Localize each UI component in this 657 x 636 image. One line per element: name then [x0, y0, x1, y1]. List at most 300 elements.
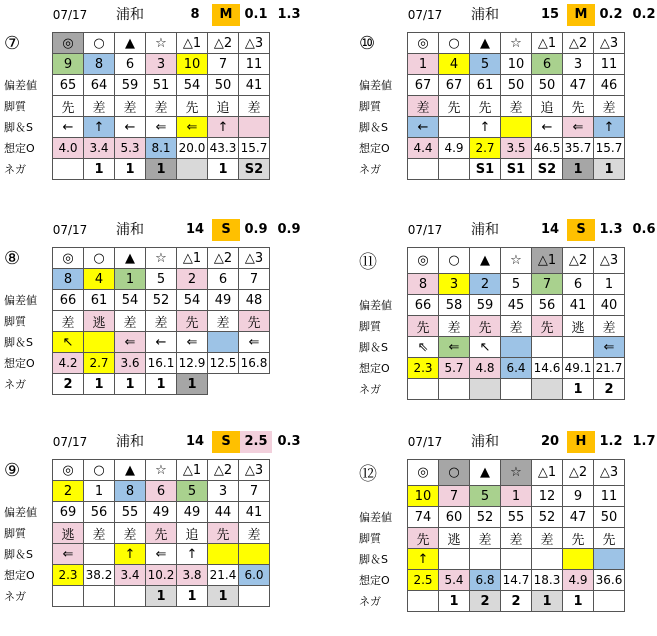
row-label: 脚＆S: [359, 553, 388, 566]
cell-odds: 4.9: [563, 570, 594, 591]
cell-neg: 1: [115, 374, 146, 395]
cell-odds: 16.1: [146, 353, 177, 374]
cell-style: 先: [53, 96, 84, 117]
race-date: 07/17: [52, 8, 88, 22]
race-value-1: 2.5: [240, 431, 272, 453]
cell-style: 逃: [53, 523, 84, 544]
row-label: 想定O: [4, 357, 35, 370]
race-grid: [2, 459, 270, 607]
cell-odds: 8.1: [146, 138, 177, 159]
cell-marks: ▲: [470, 33, 501, 54]
race-value-2: 0.6: [632, 222, 656, 237]
cell-style: 差: [239, 523, 270, 544]
cell-dev: 52: [532, 507, 563, 528]
cell-horses: 5: [470, 54, 501, 75]
cell-dev: 50: [594, 507, 625, 528]
cell-horses: 8: [408, 274, 439, 295]
cell-odds: 4.0: [53, 138, 84, 159]
cell-style: 先: [146, 523, 177, 544]
cell-speed: ⇖: [408, 337, 439, 358]
race-value-1: 0.2: [599, 7, 623, 22]
race-value-1: 1.2: [599, 434, 623, 449]
grid-row: [2, 332, 270, 353]
grid-row: [357, 54, 625, 75]
cell-speed: ←: [115, 117, 146, 138]
cell-horses: 5: [146, 269, 177, 290]
row-label: ネガ: [359, 383, 381, 396]
cell-odds: 18.3: [532, 570, 563, 591]
cell-neg: [53, 159, 84, 180]
row-label: 脚＆S: [359, 121, 388, 134]
cell-style: 差: [115, 311, 146, 332]
race-number: ⑫: [359, 463, 377, 485]
cell-neg: [408, 379, 439, 400]
race-block: [357, 431, 657, 633]
grid-row: [357, 75, 625, 96]
cell-odds: 4.9: [439, 138, 470, 159]
cell-dev: 60: [439, 507, 470, 528]
cell-neg: 1: [84, 159, 115, 180]
race-runners: 20: [540, 434, 560, 449]
cell-neg: 1: [208, 159, 239, 180]
cell-marks: △1: [532, 33, 563, 54]
cell-dev: 52: [470, 507, 501, 528]
cell-odds: 4.2: [53, 353, 84, 374]
race-venue: 浦和: [471, 7, 499, 23]
cell-style: 先: [563, 96, 594, 117]
cell-horses: 1: [84, 481, 115, 502]
race-date: 07/17: [407, 8, 443, 22]
cell-style: 先: [563, 528, 594, 549]
cell-marks: ◎: [408, 248, 439, 274]
grid-row: [357, 460, 625, 486]
cell-horses: 10: [501, 54, 532, 75]
cell-speed: ⇐: [146, 544, 177, 565]
cell-neg: 1: [208, 586, 239, 607]
cell-speed: ⇐: [177, 117, 208, 138]
race-number: ⑦: [4, 32, 21, 54]
cell-odds: 2.3: [408, 358, 439, 379]
cell-horses: 4: [84, 269, 115, 290]
cell-speed: ↑: [177, 544, 208, 565]
cell-neg: 1: [532, 591, 563, 612]
race-block: [2, 219, 302, 421]
race-header: [2, 431, 302, 453]
cell-speed: ↑: [208, 117, 239, 138]
race-venue: 浦和: [471, 434, 499, 450]
cell-dev: 45: [501, 295, 532, 316]
race-grid: [357, 459, 625, 612]
cell-dev: 47: [563, 507, 594, 528]
race-runners: 14: [540, 222, 560, 237]
race-block: [2, 4, 302, 206]
cell-horses: 6: [208, 269, 239, 290]
cell-marks: ◎: [53, 33, 84, 54]
race-venue: 浦和: [116, 222, 144, 238]
cell-odds: 5.4: [439, 570, 470, 591]
cell-marks: △2: [208, 460, 239, 481]
cell-speed: ⇐: [439, 337, 470, 358]
cell-neg: [470, 379, 501, 400]
cell-horses: 11: [594, 54, 625, 75]
cell-dev: 54: [177, 290, 208, 311]
cell-horses: 6: [563, 274, 594, 295]
cell-horses: 11: [594, 486, 625, 507]
cell-style: 差: [594, 316, 625, 337]
cell-marks: ○: [439, 248, 470, 274]
cell-speed: ⇐: [594, 337, 625, 358]
cell-marks: ○: [439, 460, 470, 486]
cell-style: 追: [532, 96, 563, 117]
cell-neg: [408, 591, 439, 612]
grid-row: [357, 358, 625, 379]
cell-style: 差: [501, 96, 532, 117]
cell-odds: 2.5: [408, 570, 439, 591]
cell-marks: △3: [594, 33, 625, 54]
cell-dev: 69: [53, 502, 84, 523]
cell-neg: 1: [177, 586, 208, 607]
grid-row: [2, 502, 270, 523]
race-venue: 浦和: [116, 7, 144, 23]
cell-dev: 66: [53, 290, 84, 311]
row-label: 想定O: [4, 142, 35, 155]
grid-row: [357, 486, 625, 507]
cell-dev: 50: [501, 75, 532, 96]
cell-odds: 3.4: [115, 565, 146, 586]
cell-horses: 12: [532, 486, 563, 507]
cell-odds: 6.0: [239, 565, 270, 586]
cell-odds: 10.2: [146, 565, 177, 586]
row-label: 偏差値: [359, 79, 392, 92]
row-label: ネガ: [4, 590, 26, 603]
grid-row: [357, 96, 625, 117]
grid-row: [357, 33, 625, 54]
cell-speed: ⇐: [239, 332, 270, 353]
cell-marks: △2: [563, 460, 594, 486]
cell-speed: [439, 117, 470, 138]
grid-row: [2, 353, 270, 374]
cell-speed: [501, 337, 532, 358]
race-value-2: 0.9: [277, 222, 301, 237]
cell-neg: [408, 159, 439, 180]
race-grid: [357, 247, 625, 400]
cell-neg: [84, 586, 115, 607]
row-label: ネガ: [4, 378, 26, 391]
cell-neg: [53, 586, 84, 607]
cell-marks: ○: [84, 33, 115, 54]
cell-marks: △2: [208, 248, 239, 269]
race-block: [357, 219, 657, 421]
grid-row: [357, 591, 625, 612]
race-block: [2, 431, 302, 633]
cell-marks: ○: [439, 33, 470, 54]
row-label: 想定O: [359, 362, 390, 375]
cell-marks: ▲: [115, 248, 146, 269]
race-header: [357, 431, 657, 453]
cell-style: 先: [594, 528, 625, 549]
cell-marks: ☆: [501, 460, 532, 486]
race-grade: H: [567, 431, 595, 453]
cell-odds: 38.2: [84, 565, 115, 586]
cell-dev: 50: [532, 75, 563, 96]
race-venue: 浦和: [116, 434, 144, 450]
cell-dev: 48: [239, 290, 270, 311]
cell-odds: 21.4: [208, 565, 239, 586]
cell-style: 差: [84, 523, 115, 544]
cell-dev: 50: [208, 75, 239, 96]
cell-marks: ▲: [115, 33, 146, 54]
cell-dev: 67: [408, 75, 439, 96]
cell-speed: ⇐: [115, 332, 146, 353]
cell-speed: [239, 117, 270, 138]
cell-marks: ▲: [470, 248, 501, 274]
race-runners: 14: [185, 434, 205, 449]
grid-row: [2, 54, 270, 75]
cell-neg: 2: [501, 591, 532, 612]
cell-style: 先: [177, 311, 208, 332]
cell-odds: 5.7: [439, 358, 470, 379]
cell-dev: 56: [84, 502, 115, 523]
row-label: 脚質: [359, 100, 381, 113]
cell-speed: [239, 544, 270, 565]
cell-odds: 35.7: [563, 138, 594, 159]
cell-odds: 3.6: [115, 353, 146, 374]
cell-marks: ▲: [470, 460, 501, 486]
cell-marks: △3: [594, 248, 625, 274]
cell-neg: 1: [115, 159, 146, 180]
cell-horses: 5: [501, 274, 532, 295]
race-grid: [2, 32, 270, 180]
cell-marks: ○: [84, 460, 115, 481]
cell-neg: S1: [501, 159, 532, 180]
cell-dev: 61: [470, 75, 501, 96]
cell-style: 先: [408, 528, 439, 549]
cell-neg: [594, 591, 625, 612]
cell-dev: 49: [208, 290, 239, 311]
cell-style: 差: [501, 316, 532, 337]
cell-speed: [532, 549, 563, 570]
cell-horses: 10: [408, 486, 439, 507]
row-label: 想定O: [359, 142, 390, 155]
cell-dev: 41: [563, 295, 594, 316]
grid-row: [357, 159, 625, 180]
grid-row: [2, 33, 270, 54]
cell-odds: 15.7: [594, 138, 625, 159]
cell-dev: 54: [177, 75, 208, 96]
cell-style: 差: [146, 311, 177, 332]
row-label: 想定O: [4, 569, 35, 582]
row-label: 脚＆S: [4, 548, 33, 561]
grid-row: [357, 570, 625, 591]
cell-odds: 14.6: [532, 358, 563, 379]
grid-row: [357, 117, 625, 138]
cell-dev: 55: [501, 507, 532, 528]
cell-horses: 5: [470, 486, 501, 507]
cell-odds: 12.5: [208, 353, 239, 374]
race-grid: [2, 247, 270, 395]
row-label: 偏差値: [4, 294, 37, 307]
race-number: ⑧: [4, 247, 21, 269]
cell-dev: 40: [594, 295, 625, 316]
race-header: [2, 219, 302, 241]
race-value-2: 0.2: [632, 7, 656, 22]
cell-speed: ↑: [84, 117, 115, 138]
cell-dev: 59: [470, 295, 501, 316]
cell-style: 差: [208, 311, 239, 332]
grid-row: [2, 269, 270, 290]
cell-horses: 9: [563, 486, 594, 507]
row-label: 想定O: [359, 574, 390, 587]
cell-speed: [563, 549, 594, 570]
cell-speed: ↑: [594, 117, 625, 138]
cell-speed: ↖: [53, 332, 84, 353]
cell-neg: 1: [563, 159, 594, 180]
cell-style: 先: [208, 523, 239, 544]
cell-speed: [208, 332, 239, 353]
race-grade: S: [212, 431, 240, 453]
cell-speed: ↖: [470, 337, 501, 358]
cell-dev: 49: [177, 502, 208, 523]
grid-row: [2, 586, 270, 607]
cell-odds: 43.3: [208, 138, 239, 159]
cell-speed: ←: [146, 332, 177, 353]
race-value-2: 1.3: [277, 7, 301, 22]
row-label: 脚質: [4, 315, 26, 328]
cell-horses: 1: [594, 274, 625, 295]
grid-row: [357, 528, 625, 549]
race-block: [357, 4, 657, 206]
cell-horses: 6: [115, 54, 146, 75]
row-label: 偏差値: [4, 79, 37, 92]
cell-horses: 8: [84, 54, 115, 75]
cell-odds: 6.4: [501, 358, 532, 379]
cell-marks: ◎: [53, 248, 84, 269]
row-label: ネガ: [359, 595, 381, 608]
cell-speed: [470, 549, 501, 570]
cell-marks: △2: [563, 33, 594, 54]
cell-style: 差: [239, 96, 270, 117]
race-grade: M: [567, 4, 595, 26]
row-label: 脚質: [4, 100, 26, 113]
race-runners: 15: [540, 7, 560, 22]
cell-style: 逃: [563, 316, 594, 337]
row-label: 脚質: [359, 532, 381, 545]
cell-odds: 15.7: [239, 138, 270, 159]
cell-neg: [208, 374, 239, 395]
cell-style: 先: [470, 316, 501, 337]
cell-speed: [563, 337, 594, 358]
cell-style: 差: [53, 311, 84, 332]
cell-neg: 1: [146, 159, 177, 180]
cell-horses: 9: [53, 54, 84, 75]
cell-odds: 16.8: [239, 353, 270, 374]
cell-dev: 65: [53, 75, 84, 96]
cell-odds: 3.4: [84, 138, 115, 159]
cell-neg: 1: [563, 379, 594, 400]
cell-style: 先: [470, 96, 501, 117]
grid-row: [2, 248, 270, 269]
race-value-1: 0.1: [244, 7, 268, 22]
cell-marks: △1: [177, 460, 208, 481]
cell-horses: 2: [53, 481, 84, 502]
grid-row: [2, 75, 270, 96]
cell-marks: ☆: [146, 460, 177, 481]
cell-speed: [439, 549, 470, 570]
cell-marks: △2: [208, 33, 239, 54]
cell-neg: 2: [594, 379, 625, 400]
cell-style: 先: [177, 96, 208, 117]
cell-odds: 49.1: [563, 358, 594, 379]
cell-horses: 6: [146, 481, 177, 502]
cell-horses: 6: [532, 54, 563, 75]
cell-marks: ☆: [146, 33, 177, 54]
cell-speed: [84, 544, 115, 565]
cell-odds: 3.5: [501, 138, 532, 159]
race-runners: 14: [185, 222, 205, 237]
race-number: ⑨: [4, 459, 21, 481]
cell-dev: 55: [115, 502, 146, 523]
cell-neg: 1: [84, 374, 115, 395]
cell-horses: 3: [563, 54, 594, 75]
grid-row: [2, 96, 270, 117]
cell-style: 先: [408, 316, 439, 337]
cell-speed: ⇐: [53, 544, 84, 565]
cell-marks: ◎: [408, 33, 439, 54]
cell-marks: △1: [177, 248, 208, 269]
cell-dev: 52: [146, 290, 177, 311]
cell-odds: 4.8: [470, 358, 501, 379]
grid-row: [2, 523, 270, 544]
grid-row: [357, 295, 625, 316]
cell-horses: 7: [239, 269, 270, 290]
cell-odds: 2.3: [53, 565, 84, 586]
cell-neg: 2: [470, 591, 501, 612]
cell-speed: [501, 549, 532, 570]
race-value-1: 0.9: [244, 222, 268, 237]
cell-neg: 1: [439, 591, 470, 612]
cell-dev: 41: [239, 75, 270, 96]
cell-horses: 1: [501, 486, 532, 507]
cell-speed: ⇐: [563, 117, 594, 138]
cell-horses: 7: [239, 481, 270, 502]
grid-row: [357, 549, 625, 570]
race-header: [357, 219, 657, 241]
cell-neg: 1: [594, 159, 625, 180]
race-date: 07/17: [407, 435, 443, 449]
cell-odds: 3.8: [177, 565, 208, 586]
grid-row: [357, 138, 625, 159]
cell-marks: △3: [239, 248, 270, 269]
cell-style: 逃: [439, 528, 470, 549]
cell-odds: 20.0: [177, 138, 208, 159]
cell-marks: △3: [239, 33, 270, 54]
cell-dev: 66: [408, 295, 439, 316]
grid-row: [2, 311, 270, 332]
cell-speed: ↑: [408, 549, 439, 570]
cell-neg: [501, 379, 532, 400]
race-grade: S: [567, 219, 595, 241]
cell-speed: [594, 549, 625, 570]
cell-speed: [208, 544, 239, 565]
cell-odds: 12.9: [177, 353, 208, 374]
cell-marks: ◎: [408, 460, 439, 486]
cell-marks: ○: [84, 248, 115, 269]
row-label: 脚＆S: [4, 121, 33, 134]
row-label: ネガ: [359, 163, 381, 176]
cell-style: 先: [239, 311, 270, 332]
row-label: 偏差値: [359, 299, 392, 312]
cell-style: 差: [594, 96, 625, 117]
